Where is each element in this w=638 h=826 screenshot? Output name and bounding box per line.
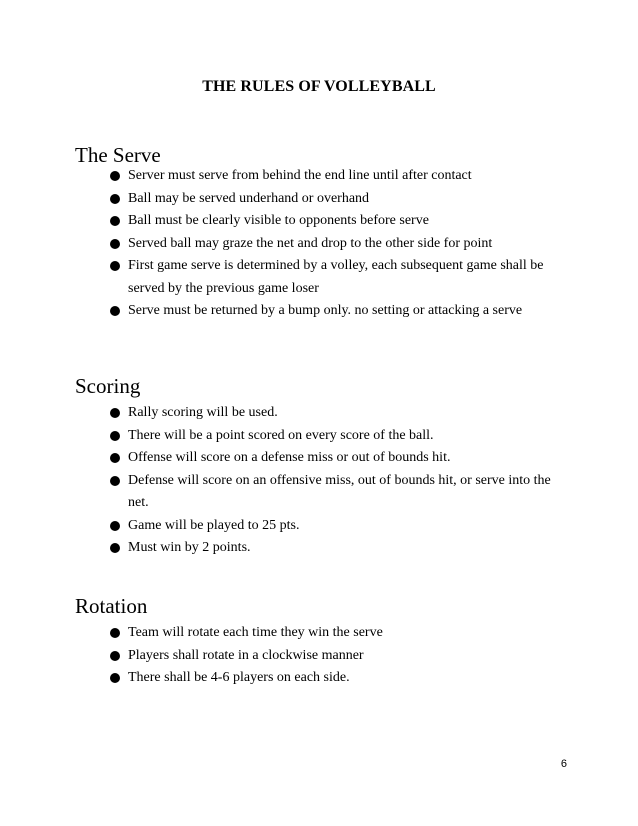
list-item-text: Ball must be clearly visible to opponents before serve: [128, 213, 429, 228]
list-item-text: Rally scoring will be used.: [128, 405, 278, 420]
list-item-text: Offense will score on a defense miss or out of bounds hit.: [128, 450, 451, 465]
list-item: [75, 515, 570, 538]
list-item-text: Ball may be served underhand or overhand: [128, 190, 370, 206]
bullet-icon: [110, 453, 120, 463]
bullet-icon: [110, 194, 120, 204]
section-scoring: [75, 374, 575, 560]
section-rotation: [75, 594, 575, 690]
list-item: [75, 645, 570, 668]
bullet-icon: [110, 651, 120, 661]
bullet-icon: [110, 543, 120, 553]
list-item-text: First game serve is determined by a volley, each subsequent game shall be served by the previous game loser: [128, 258, 544, 296]
bullet-icon: [110, 261, 120, 271]
bullet-icon: [110, 521, 120, 531]
list-item-text: There shall be 4-6 players on each side.: [128, 670, 350, 685]
bullet-icon: [110, 673, 120, 683]
list-item-text: Server must serve from behind the end line until after contact: [128, 168, 472, 183]
list-item: [75, 667, 570, 690]
list-item-text: There will be a point scored on every score of the ball.: [128, 427, 434, 443]
section-heading: The Serve: [75, 143, 161, 167]
list-item: [75, 188, 555, 211]
list-item: [75, 447, 570, 470]
page-title: THE RULES OF VOLLEYBALL: [202, 78, 436, 95]
list-item: [75, 233, 555, 256]
bullet-icon: [110, 171, 120, 181]
page-number: 6: [560, 758, 567, 770]
list-item: [75, 300, 555, 323]
list-item-text: Team will rotate each time they win the serve: [128, 625, 383, 640]
bullet-icon: [110, 628, 120, 638]
list-item: [75, 255, 555, 300]
list-item-text: Serve must be returned by a bump only. no setting or attacking a serve: [128, 303, 523, 318]
list-item: [75, 402, 570, 425]
section-heading: Scoring: [75, 374, 141, 398]
list-item-text: Served ball may graze the net and drop to the other side for point: [128, 235, 493, 251]
bullet-list: [75, 622, 570, 690]
bullet-icon: [110, 431, 120, 441]
list-item-text: Defense will score on an offensive miss, out of bounds hit, or serve into the net.: [128, 472, 551, 510]
list-item: [75, 622, 570, 645]
section-the-serve: [75, 143, 575, 323]
list-item-text: Players shall rotate in a clockwise manner: [128, 647, 364, 663]
list-item: [75, 470, 570, 515]
bullet-icon: [110, 476, 120, 486]
bullet-list: [75, 402, 570, 560]
bullet-icon: [110, 216, 120, 226]
list-item: [75, 425, 570, 448]
bullet-list: [75, 165, 555, 323]
list-item-text: Game will be played to 25 pts.: [128, 517, 300, 533]
section-heading: Rotation: [75, 594, 148, 618]
list-item-text: Must win by 2 points.: [128, 540, 251, 555]
list-item: [75, 537, 570, 560]
list-item: [75, 210, 555, 233]
bullet-icon: [110, 408, 120, 418]
bullet-icon: [110, 306, 120, 316]
bullet-icon: [110, 239, 120, 249]
list-item: [75, 165, 555, 188]
